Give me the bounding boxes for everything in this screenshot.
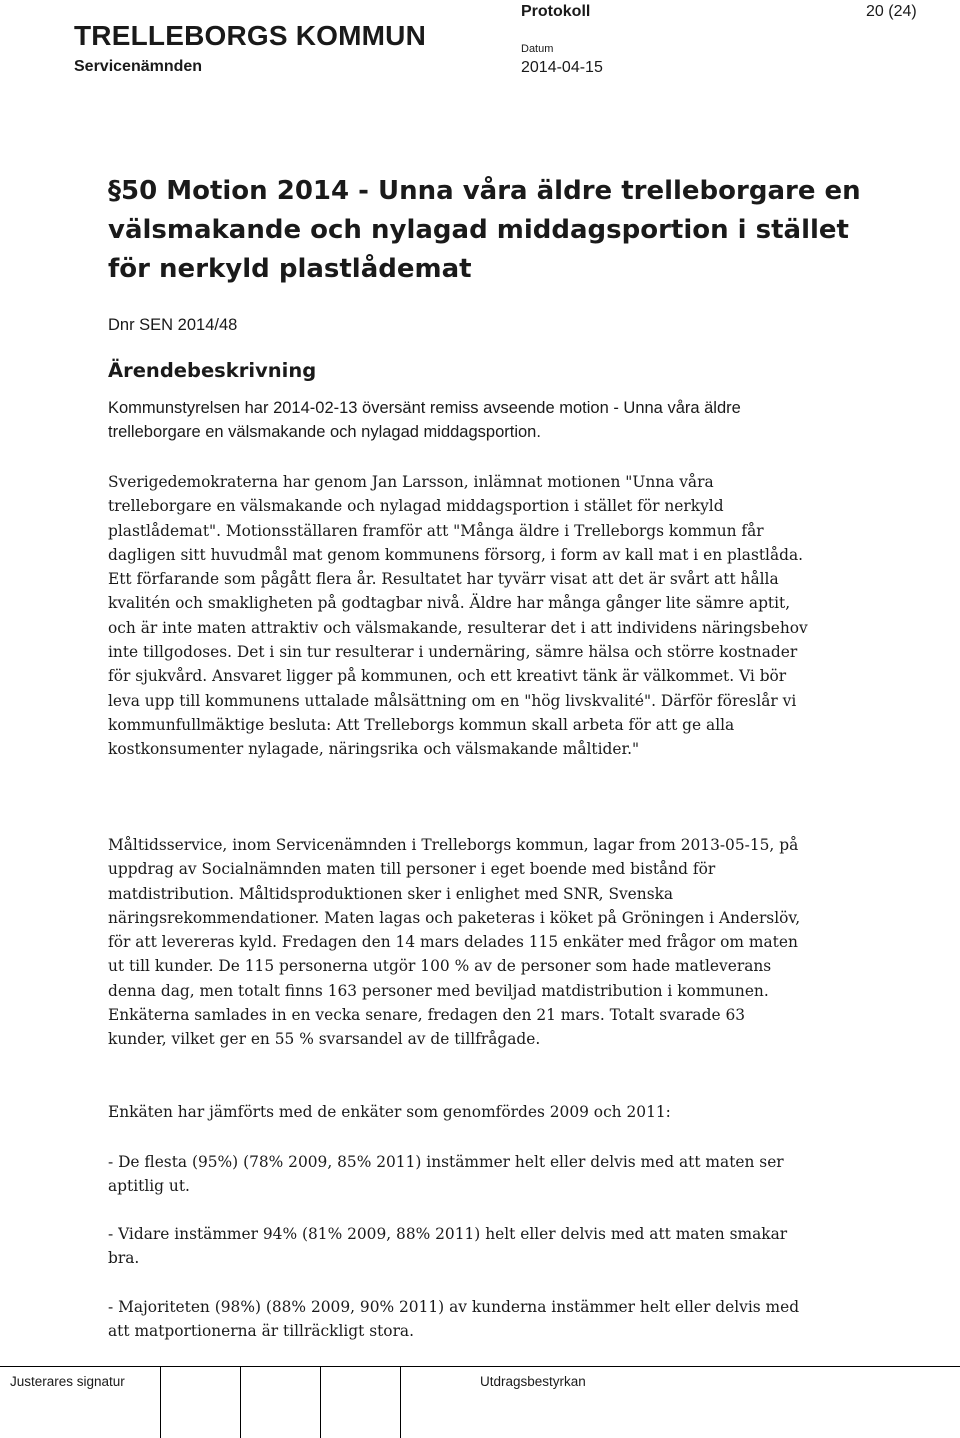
result-item-appearance: - De flesta (95%) (78% 2009, 85% 2011) instämmer helt eller delvis med att maten ser aptitlig ut.	[108, 1153, 784, 1196]
signature-divider	[240, 1366, 241, 1438]
certification-label: Utdragsbestyrkan	[480, 1374, 586, 1389]
result-item-portion: - Majoriteten (98%) (88% 2009, 90% 2011) av kunderna instämmer helt eller delvis med att matportionerna är tillräckligt stora.	[108, 1298, 800, 1341]
intro-paragraph: Kommunstyrelsen har 2014-02-13 översänt remiss avseende motion - Unna våra äldre trelleborgare en välsmakande och nylagad middagsportion.	[108, 399, 741, 441]
date-value: 2014-04-15	[521, 59, 603, 76]
footer-divider	[0, 1366, 960, 1367]
motion-paragraph: Sverigedemokraterna har genom Jan Larsson, inlämnat motionen "Unna våra trelleborgare en välsmakande och nylagad middagsportion i stället för nerkyld plastlådemat". Motionsställaren framför att "Många äldre i Trelleborgs kommun får dagligen sitt huvudmål mat genom kommunens försorg, i form av kall mat i en plastlåda. Ett förfarande som pågått flera år. Resultatet har tyvärr visat att det är svårt att hålla kvalitén och smakligheten på godtagbar nivå. Äldre har många gånger lite sämre aptit, och är inte maten attraktiv och välsmakande, resulterar det i att individens näringsbehov inte tillgodoses. Det i sin tur resulterar i undernäring, sämre hälsa och större kostnader för sjukvård. Ansvaret ligger på kommunen, och ett kreativt tänk är välkommet. Vi bör leva upp till kommunens uttalade målsättning om en "hög livskvalité". Därför föreslår vi kommunfullmäktige besluta: Att Trelleborgs kommun skall arbeta för att ge alla kostkonsumenter nylagade, näringsrika och välsmakande måltider."	[108, 473, 808, 759]
municipality-name: TRELLEBORGS KOMMUN	[74, 20, 427, 51]
date-label: Datum	[521, 43, 554, 55]
doc-type: Protokoll	[521, 3, 591, 20]
result-item-taste: - Vidare instämmer 94% (81% 2009, 88% 2011) helt eller delvis med att maten smakar bra.	[108, 1225, 788, 1268]
signature-divider	[320, 1366, 321, 1438]
section-heading: Ärendebeskrivning	[108, 359, 317, 382]
page-number: 20 (24)	[866, 3, 917, 20]
committee-name: Servicenämnden	[74, 58, 203, 75]
signature-divider	[400, 1366, 401, 1438]
service-paragraph: Måltidsservice, inom Servicenämnden i Trelleborgs kommun, lagar from 2013-05-15, på uppdrag av Socialnämnden maten till personer i eget boende med bistånd för matdistribution. Måltidsproduktionen sker i enlighet med SNR, Svenska näringsrekommendationer. Maten lagas och paketeras i köket på Gröningen i Anderslöv, för att levereras kyld. Fredagen den 14 mars delades 115 enkäter med frågor om maten ut till kunder. De 115 personerna utgör 100 % av de personer som hade matleverans denna dag, men totalt finns 163 personer med beviljad matdistribution i kommunen. Enkäterna samlades in en vecka senare, fredagen den 21 mars. Totalt svarade 63 kunder, vilket ger en 55 % svarsandel av de tillfrågade.	[108, 836, 801, 1049]
comparison-paragraph: Enkäten har jämförts med de enkäter som genomfördes 2009 och 2011:	[108, 1103, 671, 1121]
signature-label: Justerares signatur	[10, 1374, 125, 1389]
page-title: §50 Motion 2014 - Unna våra äldre trelleborgare en välsmakande och nylagad middagsportion i stället för nerkyld plastlådemat	[108, 176, 861, 284]
signature-divider	[160, 1366, 161, 1438]
case-number: Dnr SEN 2014/48	[108, 316, 238, 334]
